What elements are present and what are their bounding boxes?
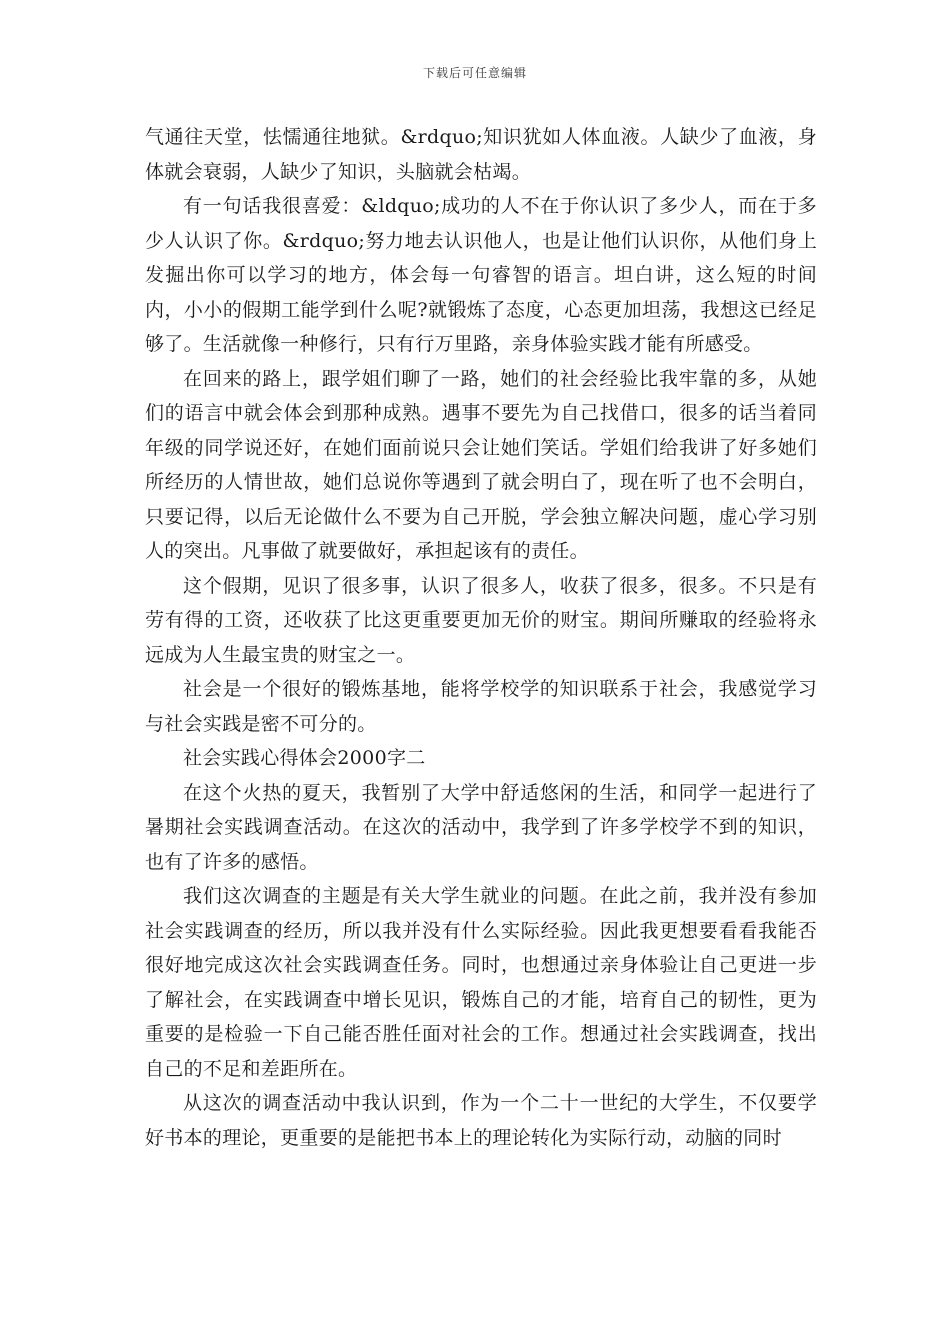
page-header-note: 下载后可任意编辑 [422,66,527,80]
paragraph: 社会是一个很好的锻炼基地，能将学校学的知识联系于社会，我感觉学习与社会实践是密不可分的。 [145,678,817,735]
paragraph: 有一句话我很喜爱：&ldquo;成功的人不在于你认识了多少人，而在于多少人认识了你。&rdquo;努力地去认识他人，也是让他们认识你，从他们身上发掘出你可以学习的地方，体会每一句睿智的语言。坦白讲，这么短的时间内，小小的假期工能学到什么呢?就锻炼了态度，心态更加坦荡，我想这已经足够了。生活就像一种修行，只有行万里路，亲身体验实践才能有所感受。 [145,195,817,355]
paragraph-continuation: 气通往天堂，怯懦通往地狱。&rdquo;知识犹如人体血液。人缺少了血液，身体就会衰弱，人缺少了知识，头脑就会枯竭。 [145,126,817,183]
paragraph: 我们这次调查的主题是有关大学生就业的问题。在此之前，我并没有参加社会实践调查的经历，所以我并没有什么实际经验。因此我更想要看看我能否很好地完成这次社会实践调查任务。同时，也想通过亲身体验让自己更进一步了解社会，在实践调查中增长见识，锻炼自己的才能，培育自己的韧性，更为重要的是检验一下自己能否胜任面对社会的工作。想通过社会实践调查，找出自己的不足和差距所在。 [145,885,817,1080]
document-body [145,120,817,1155]
paragraph: 从这次的调查活动中我认识到，作为一个二十一世纪的大学生，不仅要学好书本的理论，更重要的是能把书本上的理论转化为实际行动，动脑的同时 [145,1092,817,1149]
paragraph: 在这个火热的夏天，我暂别了大学中舒适悠闲的生活，和同学一起进行了暑期社会实践调查活动。在这次的活动中，我学到了许多学校学不到的知识，也有了许多的感悟。 [145,781,817,873]
paragraph: 这个假期，见识了很多事，认识了很多人，收获了很多，很多。不只是有劳有得的工资，还收获了比这更重要更加无价的财宝。期间所赚取的经验将永远成为人生最宝贵的财宝之一。 [145,574,817,666]
paragraph: 在回来的路上，跟学姐们聊了一路，她们的社会经验比我牢靠的多，从她们的语言中就会体会到那种成熟。遇事不要先为自己找借口，很多的话当着同年级的同学说还好，在她们面前说只会让她们笑话。学姐们给我讲了好多她们所经历的人情世故，她们总说你等遇到了就会明白了，现在听了也不会明白，只要记得，以后无论做什么不要为自己开脱，学会独立解决问题，虚心学习别人的突出。凡事做了就要做好，承担起该有的责任。 [145,367,817,562]
section-heading: 社会实践心得体会2000字二 [183,747,426,769]
